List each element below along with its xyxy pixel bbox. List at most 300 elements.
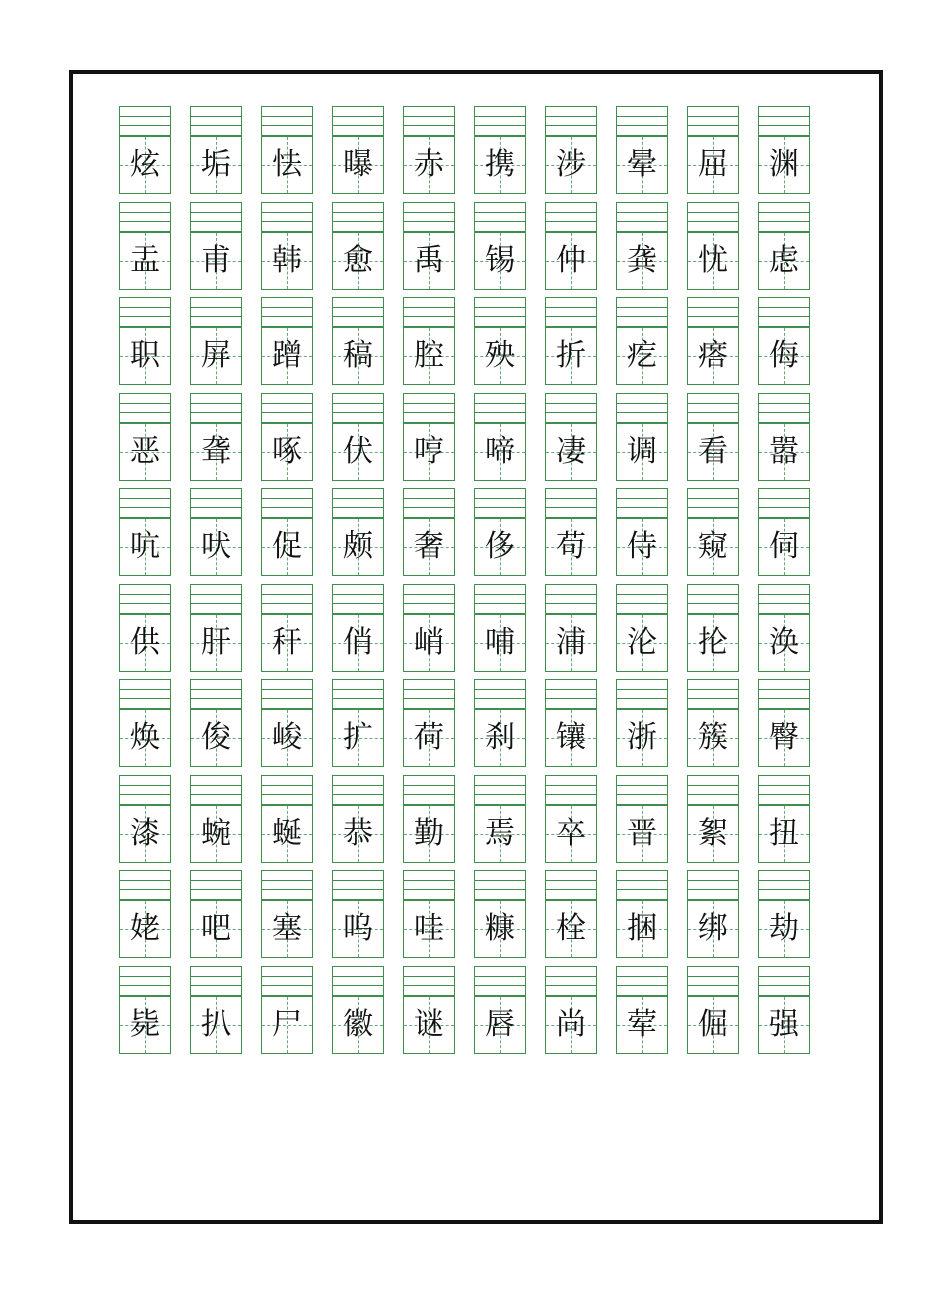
practice-cell: [758, 202, 810, 290]
tian-grid-box: [474, 423, 526, 481]
pinyin-lines: [545, 202, 597, 232]
pinyin-lines: [616, 966, 668, 996]
practice-cell: [119, 297, 171, 385]
hanzi-character: 忧: [698, 242, 728, 278]
practice-cell: [758, 297, 810, 385]
tian-grid-box: [616, 232, 668, 290]
tian-grid-box: [758, 709, 810, 767]
hanzi-character: 晋: [627, 815, 657, 851]
tian-grid-box: [119, 136, 171, 194]
practice-cell: [474, 775, 526, 863]
tian-grid-box: [403, 327, 455, 385]
tian-grid-box: [616, 805, 668, 863]
practice-cell: [758, 870, 810, 958]
pinyin-lines: [687, 775, 739, 805]
tian-grid-box: [758, 136, 810, 194]
tian-grid-box: [261, 805, 313, 863]
tian-grid-box: [758, 518, 810, 576]
hanzi-character: 勤: [414, 815, 444, 851]
pinyin-lines: [332, 584, 384, 614]
pinyin-lines: [190, 297, 242, 327]
practice-cell: [332, 106, 384, 194]
hanzi-character: 看: [698, 433, 728, 469]
tian-grid-box: [403, 232, 455, 290]
pinyin-lines: [119, 393, 171, 423]
pinyin-lines: [616, 679, 668, 709]
tian-grid-box: [119, 232, 171, 290]
pinyin-lines: [190, 393, 242, 423]
tian-grid-box: [190, 900, 242, 958]
practice-cell: [687, 679, 739, 767]
tian-grid-box: [545, 136, 597, 194]
tian-grid-box: [403, 614, 455, 672]
practice-cell: [616, 679, 668, 767]
tian-grid-box: [332, 900, 384, 958]
pinyin-lines: [545, 870, 597, 900]
practice-cell: [616, 775, 668, 863]
hanzi-character: 姥: [130, 911, 160, 946]
hanzi-character: 渊: [769, 147, 799, 182]
tian-grid-box: [758, 614, 810, 672]
hanzi-character: 哇: [414, 911, 444, 946]
tian-grid-box: [403, 136, 455, 194]
hanzi-character: 漆: [130, 815, 160, 851]
hanzi-character: 啄: [272, 433, 302, 469]
tian-grid-box: [190, 518, 242, 576]
pinyin-lines: [261, 679, 313, 709]
pinyin-lines: [474, 679, 526, 709]
pinyin-lines: [545, 679, 597, 709]
hanzi-character: 唇: [485, 1006, 515, 1042]
hanzi-character: 奢: [414, 529, 444, 564]
tian-grid-box: [403, 423, 455, 481]
tian-grid-box: [332, 327, 384, 385]
practice-cell: [474, 679, 526, 767]
hanzi-character: 峭: [414, 624, 444, 660]
hanzi-character: 瘩: [698, 338, 728, 373]
pinyin-lines: [332, 393, 384, 423]
hanzi-character: 强: [769, 1006, 799, 1042]
tian-grid-box: [616, 136, 668, 194]
tian-grid-box: [545, 709, 597, 767]
practice-cell: [616, 393, 668, 481]
tian-grid-box: [616, 614, 668, 672]
pinyin-lines: [403, 584, 455, 614]
pinyin-lines: [758, 202, 810, 232]
practice-cell: [687, 870, 739, 958]
practice-cell: [687, 966, 739, 1054]
practice-cell: [545, 393, 597, 481]
character-grid: [119, 106, 810, 1054]
practice-cell: [332, 488, 384, 576]
practice-cell: [119, 584, 171, 672]
hanzi-character: 谜: [414, 1006, 444, 1042]
tian-grid-box: [261, 518, 313, 576]
tian-grid-box: [687, 996, 739, 1054]
tian-grid-box: [545, 805, 597, 863]
tian-grid-box: [545, 232, 597, 290]
hanzi-character: 捆: [627, 911, 657, 946]
practice-cell: [190, 202, 242, 290]
practice-cell: [190, 393, 242, 481]
practice-cell: [332, 584, 384, 672]
tian-grid-box: [545, 423, 597, 481]
practice-cell: [403, 584, 455, 672]
hanzi-character: 怯: [272, 147, 302, 182]
hanzi-character: 苟: [556, 529, 586, 564]
hanzi-character: 供: [130, 624, 160, 660]
tian-grid-box: [474, 232, 526, 290]
practice-cell: [261, 488, 313, 576]
hanzi-character: 龚: [627, 242, 657, 278]
practice-cell: [545, 297, 597, 385]
tian-grid-box: [332, 996, 384, 1054]
practice-cell: [474, 584, 526, 672]
pinyin-lines: [403, 775, 455, 805]
pinyin-lines: [545, 488, 597, 518]
practice-cell: [119, 679, 171, 767]
hanzi-character: 曝: [343, 147, 373, 182]
practice-cell: [545, 202, 597, 290]
tian-grid-box: [687, 423, 739, 481]
hanzi-character: 携: [485, 147, 515, 182]
pinyin-lines: [190, 106, 242, 136]
tian-grid-box: [190, 996, 242, 1054]
practice-cell: [616, 106, 668, 194]
practice-cell: [403, 966, 455, 1054]
hanzi-character: 炫: [130, 147, 160, 182]
pinyin-lines: [474, 297, 526, 327]
tian-grid-box: [616, 518, 668, 576]
hanzi-character: 聋: [201, 433, 231, 469]
practice-cell: [332, 297, 384, 385]
pinyin-lines: [545, 584, 597, 614]
practice-cell: [332, 775, 384, 863]
pinyin-lines: [758, 488, 810, 518]
hanzi-character: 尚: [556, 1006, 586, 1042]
pinyin-lines: [687, 870, 739, 900]
practice-cell: [332, 679, 384, 767]
tian-grid-box: [474, 327, 526, 385]
tian-grid-box: [261, 614, 313, 672]
tian-grid-box: [474, 136, 526, 194]
pinyin-lines: [758, 966, 810, 996]
tian-grid-box: [119, 805, 171, 863]
pinyin-lines: [332, 297, 384, 327]
hanzi-character: 浙: [627, 720, 657, 755]
practice-cell: [261, 297, 313, 385]
tian-grid-box: [545, 900, 597, 958]
hanzi-character: 垢: [201, 147, 231, 182]
practice-cell: [545, 679, 597, 767]
hanzi-character: 扩: [343, 720, 373, 755]
pinyin-lines: [616, 106, 668, 136]
practice-cell: [687, 775, 739, 863]
pinyin-lines: [119, 584, 171, 614]
practice-cell: [119, 966, 171, 1054]
tian-grid-box: [190, 805, 242, 863]
practice-cell: [403, 775, 455, 863]
hanzi-character: 锡: [485, 242, 515, 278]
practice-cell: [545, 775, 597, 863]
tian-grid-box: [758, 996, 810, 1054]
pinyin-lines: [190, 870, 242, 900]
practice-cell: [687, 584, 739, 672]
tian-grid-box: [758, 423, 810, 481]
practice-cell: [332, 966, 384, 1054]
tian-grid-box: [332, 805, 384, 863]
tian-grid-box: [119, 709, 171, 767]
hanzi-character: 稿: [343, 338, 373, 373]
hanzi-character: 窥: [698, 529, 728, 564]
pinyin-lines: [474, 106, 526, 136]
practice-cell: [758, 393, 810, 481]
hanzi-character: 绑: [698, 911, 728, 946]
practice-cell: [403, 488, 455, 576]
pinyin-lines: [190, 679, 242, 709]
pinyin-lines: [687, 584, 739, 614]
hanzi-character: 甫: [201, 242, 231, 278]
tian-grid-box: [687, 327, 739, 385]
hanzi-character: 吭: [130, 529, 160, 564]
practice-cell: [190, 297, 242, 385]
hanzi-character: 调: [627, 433, 657, 469]
pinyin-lines: [261, 106, 313, 136]
pinyin-lines: [758, 393, 810, 423]
tian-grid-box: [616, 327, 668, 385]
practice-cell: [687, 106, 739, 194]
tian-grid-box: [758, 232, 810, 290]
tian-grid-box: [687, 136, 739, 194]
pinyin-lines: [616, 393, 668, 423]
practice-cell: [758, 966, 810, 1054]
pinyin-lines: [332, 106, 384, 136]
practice-cell: [119, 106, 171, 194]
pinyin-lines: [758, 584, 810, 614]
hanzi-character: 徽: [343, 1006, 373, 1042]
tian-grid-box: [758, 805, 810, 863]
hanzi-character: 殃: [485, 338, 515, 373]
practice-cell: [190, 966, 242, 1054]
hanzi-character: 侈: [485, 529, 515, 564]
practice-cell: [190, 488, 242, 576]
hanzi-character: 卒: [556, 815, 586, 851]
hanzi-character: 凄: [556, 433, 586, 469]
hanzi-character: 职: [130, 338, 160, 373]
tian-grid-box: [190, 423, 242, 481]
tian-grid-box: [190, 136, 242, 194]
tian-grid-box: [261, 136, 313, 194]
practice-cell: [545, 870, 597, 958]
practice-cell: [616, 870, 668, 958]
pinyin-lines: [332, 966, 384, 996]
pinyin-lines: [119, 679, 171, 709]
hanzi-character: 仲: [556, 242, 586, 278]
hanzi-character: 抡: [698, 624, 728, 660]
practice-cell: [545, 584, 597, 672]
tian-grid-box: [687, 805, 739, 863]
tian-grid-box: [474, 518, 526, 576]
practice-cell: [261, 393, 313, 481]
practice-cell: [261, 870, 313, 958]
practice-cell: [474, 870, 526, 958]
pinyin-lines: [687, 202, 739, 232]
pinyin-lines: [119, 870, 171, 900]
hanzi-character: 屈: [698, 147, 728, 182]
pinyin-lines: [758, 679, 810, 709]
tian-grid-box: [190, 232, 242, 290]
pinyin-lines: [190, 488, 242, 518]
hanzi-character: 吧: [201, 911, 231, 946]
hanzi-character: 疙: [627, 338, 657, 373]
practice-cell: [758, 488, 810, 576]
tian-grid-box: [261, 709, 313, 767]
practice-cell: [261, 584, 313, 672]
pinyin-lines: [545, 106, 597, 136]
pinyin-lines: [119, 488, 171, 518]
tian-grid-box: [119, 327, 171, 385]
hanzi-character: 促: [272, 529, 302, 564]
tian-grid-box: [403, 518, 455, 576]
tian-grid-box: [758, 900, 810, 958]
practice-cell: [190, 775, 242, 863]
worksheet-frame: [69, 70, 883, 1224]
practice-cell: [616, 202, 668, 290]
pinyin-lines: [758, 297, 810, 327]
practice-cell: [119, 488, 171, 576]
tian-grid-box: [616, 423, 668, 481]
tian-grid-box: [474, 709, 526, 767]
pinyin-lines: [403, 966, 455, 996]
hanzi-character: 屏: [201, 338, 231, 373]
hanzi-character: 恭: [343, 815, 373, 851]
pinyin-lines: [261, 393, 313, 423]
practice-cell: [474, 106, 526, 194]
pinyin-lines: [616, 202, 668, 232]
practice-cell: [190, 679, 242, 767]
pinyin-lines: [474, 202, 526, 232]
practice-cell: [403, 393, 455, 481]
practice-cell: [616, 966, 668, 1054]
hanzi-character: 扒: [201, 1006, 231, 1042]
tian-grid-box: [616, 709, 668, 767]
hanzi-character: 毙: [130, 1006, 160, 1042]
hanzi-character: 秆: [272, 624, 302, 660]
practice-cell: [119, 393, 171, 481]
hanzi-character: 伏: [343, 433, 373, 469]
pinyin-lines: [616, 584, 668, 614]
pinyin-lines: [545, 393, 597, 423]
practice-cell: [616, 584, 668, 672]
practice-cell: [545, 966, 597, 1054]
hanzi-character: 尸: [272, 1006, 302, 1042]
hanzi-character: 扭: [769, 815, 799, 851]
tian-grid-box: [261, 232, 313, 290]
hanzi-character: 伺: [769, 529, 799, 564]
tian-grid-box: [474, 900, 526, 958]
tian-grid-box: [403, 996, 455, 1054]
hanzi-character: 愈: [343, 242, 373, 278]
pinyin-lines: [261, 202, 313, 232]
pinyin-lines: [119, 202, 171, 232]
hanzi-character: 折: [556, 338, 586, 373]
practice-cell: [616, 297, 668, 385]
tian-grid-box: [687, 232, 739, 290]
tian-grid-box: [261, 423, 313, 481]
practice-cell: [190, 870, 242, 958]
hanzi-character: 嚣: [769, 433, 799, 469]
practice-cell: [261, 106, 313, 194]
pinyin-lines: [190, 966, 242, 996]
practice-cell: [403, 202, 455, 290]
pinyin-lines: [332, 870, 384, 900]
tian-grid-box: [687, 900, 739, 958]
tian-grid-box: [474, 614, 526, 672]
tian-grid-box: [332, 232, 384, 290]
practice-cell: [687, 202, 739, 290]
pinyin-lines: [758, 870, 810, 900]
pinyin-lines: [687, 679, 739, 709]
tian-grid-box: [190, 614, 242, 672]
pinyin-lines: [616, 297, 668, 327]
hanzi-character: 韩: [272, 242, 302, 278]
tian-grid-box: [261, 996, 313, 1054]
practice-cell: [403, 870, 455, 958]
hanzi-character: 涉: [556, 147, 586, 182]
pinyin-lines: [616, 488, 668, 518]
tian-grid-box: [261, 900, 313, 958]
tian-grid-box: [119, 518, 171, 576]
practice-cell: [474, 202, 526, 290]
pinyin-lines: [758, 106, 810, 136]
tian-grid-box: [403, 709, 455, 767]
tian-grid-box: [332, 423, 384, 481]
tian-grid-box: [190, 709, 242, 767]
practice-cell: [332, 393, 384, 481]
pinyin-lines: [332, 202, 384, 232]
pinyin-lines: [332, 488, 384, 518]
pinyin-lines: [190, 584, 242, 614]
practice-cell: [261, 202, 313, 290]
practice-cell: [474, 393, 526, 481]
practice-cell: [332, 202, 384, 290]
pinyin-lines: [190, 202, 242, 232]
hanzi-character: 焉: [485, 815, 515, 851]
pinyin-lines: [403, 297, 455, 327]
hanzi-character: 呜: [343, 911, 373, 946]
practice-cell: [190, 584, 242, 672]
hanzi-character: 哺: [485, 624, 515, 660]
practice-cell: [403, 297, 455, 385]
hanzi-character: 沦: [627, 624, 657, 660]
pinyin-lines: [119, 966, 171, 996]
pinyin-lines: [474, 966, 526, 996]
hanzi-character: 赤: [414, 147, 444, 182]
hanzi-character: 臀: [769, 720, 799, 755]
hanzi-character: 蜿: [201, 815, 231, 851]
practice-cell: [758, 106, 810, 194]
pinyin-lines: [687, 106, 739, 136]
hanzi-character: 俏: [343, 624, 373, 660]
hanzi-character: 荤: [627, 1006, 657, 1042]
practice-cell: [474, 488, 526, 576]
pinyin-lines: [616, 870, 668, 900]
practice-cell: [616, 488, 668, 576]
hanzi-character: 禹: [414, 242, 444, 278]
pinyin-lines: [119, 297, 171, 327]
practice-cell: [403, 679, 455, 767]
pinyin-lines: [261, 488, 313, 518]
